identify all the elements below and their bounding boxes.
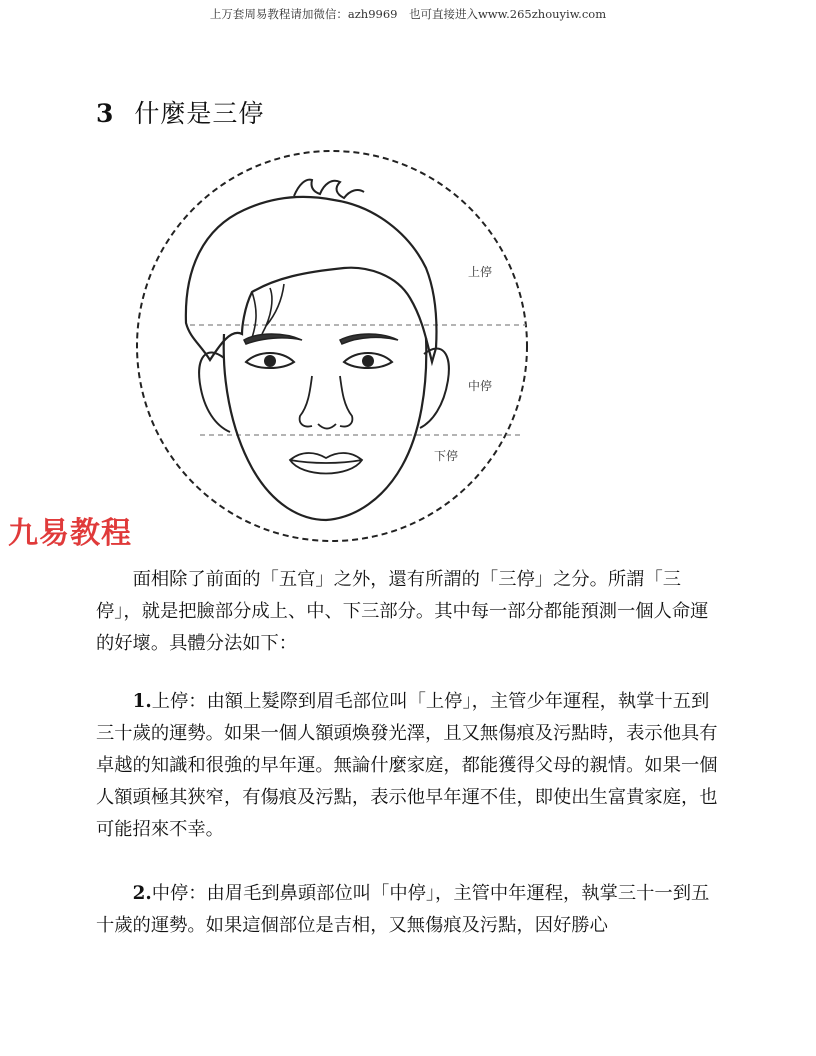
item1-text: 上停：由額上髮際到眉毛部位叫「上停」，主管少年運程，執掌十五到三十歲的運勢。如果一個人額頭煥發光澤，且又無傷痕及污點時，表示他具有卓越的知識和很強的早年運。無論什麼家庭，都能獲得父母的親情。如果一個人額頭極其狹窄，有傷痕及污點，表示他早年運不佳，即使出生富貴家庭，也可能招來不幸。 — [96, 691, 718, 840]
header-banner: 上万套周易教程请加微信：azh9969 也可直接进入www.265zhouyiw.com — [209, 7, 607, 21]
three-zones-face-figure — [134, 148, 530, 544]
dashed-circle — [137, 151, 527, 541]
item1-number: 1. — [132, 691, 152, 712]
nose — [300, 376, 353, 429]
watermark-logo: 九易教程 — [8, 516, 132, 551]
right-pupil — [362, 355, 374, 367]
item2-paragraph — [96, 878, 720, 942]
section-number: 3 — [96, 99, 115, 128]
label-lower-zone: 下停 — [434, 449, 459, 463]
hair-tufts — [294, 180, 364, 198]
intro-paragraph — [96, 564, 720, 660]
face-outline — [224, 334, 427, 520]
item2-number: 2. — [132, 883, 152, 904]
section-title — [96, 94, 264, 130]
label-middle-zone: 中停 — [468, 379, 493, 393]
fringe — [252, 284, 284, 338]
left-ear — [199, 352, 230, 432]
left-pupil — [264, 355, 276, 367]
intro-text: 面相除了前面的「五官」之外，還有所謂的「三停」之分。所謂「三停」，就是把臉部分成上、中、下三部分。其中每一部分都能預測一個人命運的好壞。具體分法如下： — [96, 569, 709, 654]
item1-paragraph — [96, 686, 720, 846]
section-title-text: 什麼是三停 — [134, 99, 265, 128]
face-illustration — [134, 148, 530, 544]
mouth — [290, 453, 362, 474]
right-eyebrow — [340, 334, 398, 344]
label-upper-zone: 上停 — [468, 265, 493, 279]
item2-text: 中停：由眉毛到鼻頭部位叫「中停」，主管中年運程，執掌三十一到五十歲的運勢。如果這個部位是吉相，又無傷痕及污點，因好勝心 — [96, 883, 710, 936]
